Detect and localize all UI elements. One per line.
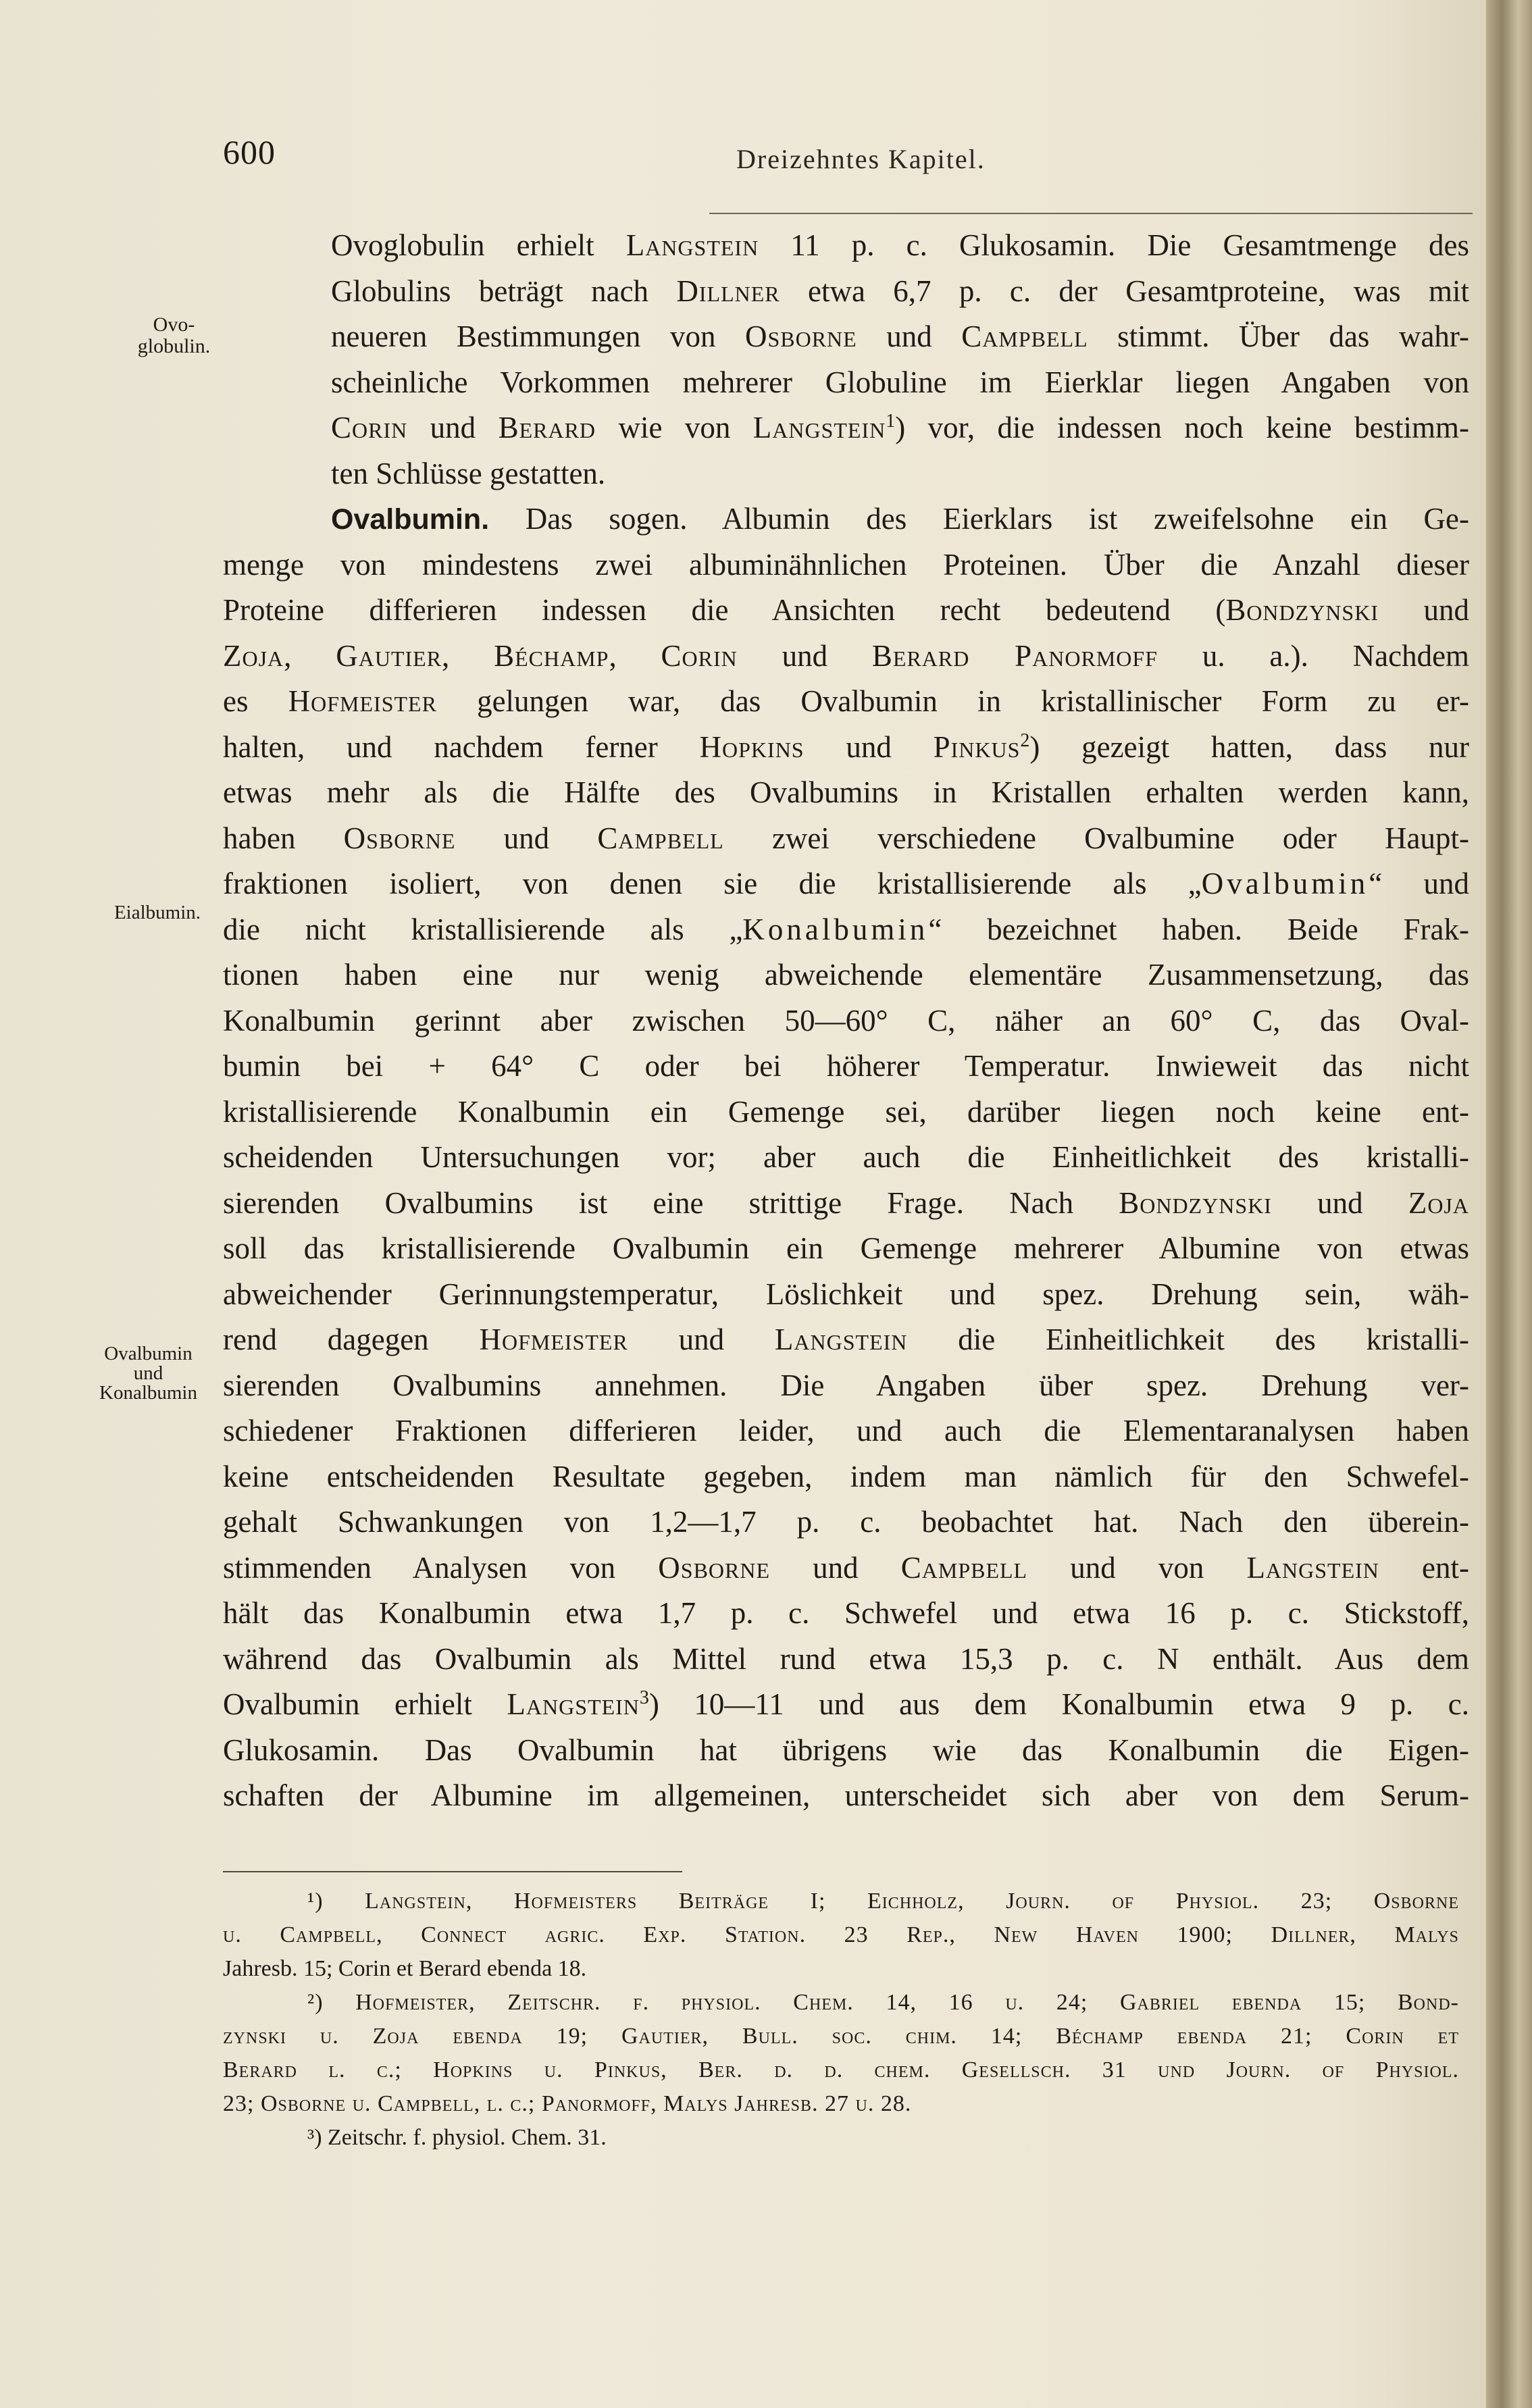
text-line: scheinliche Vorkommen mehrerer Globuline im Eierklar liegen Angaben von (331, 365, 1469, 399)
text-line: tionen haben eine nur wenig abweichende elementäre Zusammensetzung, das (223, 958, 1469, 992)
text-line: Proteine differieren indessen die Ansichten recht bedeutend (Bondzynski und (223, 593, 1469, 627)
text-line: abweichender Gerinnungstemperatur, Löslichkeit und spez. Drehung sein, wäh- (223, 1277, 1469, 1311)
sidenote-eialbumin: Eialbumin. (113, 902, 201, 923)
footnote-2-cont: zynski u. Zoja ebenda 19; Gautier, Bull. soc. chim. 14; Béchamp ebenda 21; Corin et (223, 2024, 1459, 2049)
text-line: stimmenden Analysen von Osborne und Campbell und von Langstein ent- (223, 1550, 1469, 1585)
footnotes (223, 1885, 1459, 2155)
text-line: Konalbumin gerinnt aber zwischen 50—60° C, näher an 60° C, das Oval- (223, 1003, 1469, 1038)
text-line: sierenden Ovalbumins annehmen. Die Angaben über spez. Drehung ver- (223, 1368, 1469, 1402)
text-line: scheidenden Untersuchungen vor; aber auch die Einheitlichkeit des kristalli- (223, 1140, 1469, 1174)
footnote-1-cont: u. Campbell, Connect agric. Exp. Station. 23 Rep., New Haven 1900; Dillner, Malys (223, 1922, 1459, 1947)
sidenote-ovalbumin-konalbumin: Ovalbumin und Konalbumin (99, 1343, 197, 1404)
text-line: fraktionen isoliert, von denen sie die kristallisierende als „Ovalbumin“ und (223, 867, 1469, 900)
page-edge (1486, 0, 1532, 2408)
text-line: Corin und Berard wie von Langstein$^1$) vor, die indessen noch keine bestimm- (331, 411, 1469, 444)
text-line: soll das kristallisierende Ovalbumin ein Gemenge mehrerer Albumine von etwas (223, 1231, 1469, 1265)
section-heading-ovalbumin: Ovalbumin. (331, 503, 490, 536)
text-line: keine entscheidenden Resultate gegeben, indem man nämlich für den Schwefel- (223, 1459, 1469, 1493)
footnote-2-cont: Berard l. c.; Hopkins u. Pinkus, Ber. d. d. chem. Gesellsch. 31 und Journ. of Physiol. (223, 2057, 1459, 2082)
text-line: haben Osborne und Campbell zwei verschiedene Ovalbumine oder Haupt- (223, 821, 1469, 855)
text-line: Glukosamin. Das Ovalbumin hat übrigens wie das Konalbumin die Eigen- (223, 1733, 1469, 1767)
running-head: Dreizehntes Kapitel. (736, 144, 986, 174)
text-line: Zoja, Gautier, Béchamp, Corin und Berard Panormoff u. a.). Nachdem (223, 638, 1470, 673)
text-line: Globulins beträgt nach Dillner etwa 6,7 p. c. der Gesamtproteine, was mit (331, 274, 1470, 308)
text-line: ten Schlüsse gestatten. (331, 456, 606, 490)
text-line: Ovalbumin. Das sogen. Albumin des Eierklars ist zweifelsohne ein Ge- (331, 502, 1469, 536)
text-line: Ovoglobulin erhielt Langstein 11 p. c. Glukosamin. Die Gesamtmenge des (331, 228, 1469, 262)
text-line: bumin bei + 64° C oder bei höherer Temperatur. Inwieweit das nicht (223, 1049, 1469, 1083)
footnote-3: ³) Zeitschr. f. physiol. Chem. 31. (307, 2125, 607, 2150)
footnote-1-cont: Jahresb. 15; Corin et Berard ebenda 18. (223, 1956, 587, 1981)
footnote-2: ²) Hofmeister, Zeitschr. f. physiol. Chem. 14, 16 u. 24; Gabriel ebenda 15; Bond- (307, 1990, 1459, 2015)
text-line: Ovalbumin erhielt Langstein$^3$) 10—11 und aus dem Konalbumin etwa 9 p. c. (223, 1687, 1469, 1721)
text-line: schiedener Fraktionen differieren leider, und auch die Elementaranalysen haben (223, 1414, 1469, 1448)
text-line: sierenden Ovalbumins ist eine strittige Frage. Nach Bondzynski und Zoja (223, 1185, 1470, 1220)
text-line: gehalt Schwankungen von 1,2—1,7 p. c. beobachtet hat. Nach den überein- (223, 1505, 1469, 1539)
text-line: schaften der Albumine im allgemeinen, unterscheidet sich aber von dem Serum- (223, 1778, 1469, 1812)
text-line: hält das Konalbumin etwa 1,7 p. c. Schwefel und etwa 16 p. c. Stickstoff, (223, 1596, 1469, 1630)
footnote-1: ¹) Langstein, Hofmeisters Beiträge I; Eichholz, Journ. of Physiol. 23; Osborne (307, 1889, 1459, 1914)
text-line: halten, und nachdem ferner Hopkins und Pinkus$^2$) gezeigt hatten, dass nur (223, 729, 1470, 764)
text-line: kristallisierende Konalbumin ein Gemenge sei, darüber liegen noch keine ent- (223, 1094, 1469, 1129)
text-line: neueren Bestimmungen von Osborne und Campbell stimmt. Über das wahr- (331, 319, 1470, 353)
text-line: es Hofmeister gelungen war, das Ovalbumin in kristallinischer Form zu er- (223, 684, 1469, 718)
sidenote-ovoglobulin: Ovo- globulin. (137, 313, 211, 357)
text-line: menge von mindestens zwei albuminähnlichen Proteinen. Über die Anzahl dieser (223, 547, 1469, 582)
text-line: die nicht kristallisierende als „Konalbumin“ bezeichnet haben. Beide Frak- (223, 912, 1469, 946)
page-number: 600 (223, 133, 276, 171)
footnote-rule (223, 1871, 682, 1872)
text-line: rend dagegen Hofmeister und Langstein die Einheitlichkeit des kristalli- (223, 1323, 1469, 1356)
text-line: während das Ovalbumin als Mittel rund etwa 15,3 p. c. N enthält. Aus dem (223, 1641, 1469, 1676)
header-rule (709, 213, 1473, 214)
body-text (223, 223, 1469, 1819)
footnote-2-cont: 23; Osborne u. Campbell, l. c.; Panormoff, Malys Jahresb. 27 u. 28. (223, 2091, 912, 2116)
text-line: etwas mehr als die Hälfte des Ovalbumins in Kristallen erhalten werden kann, (223, 775, 1469, 809)
